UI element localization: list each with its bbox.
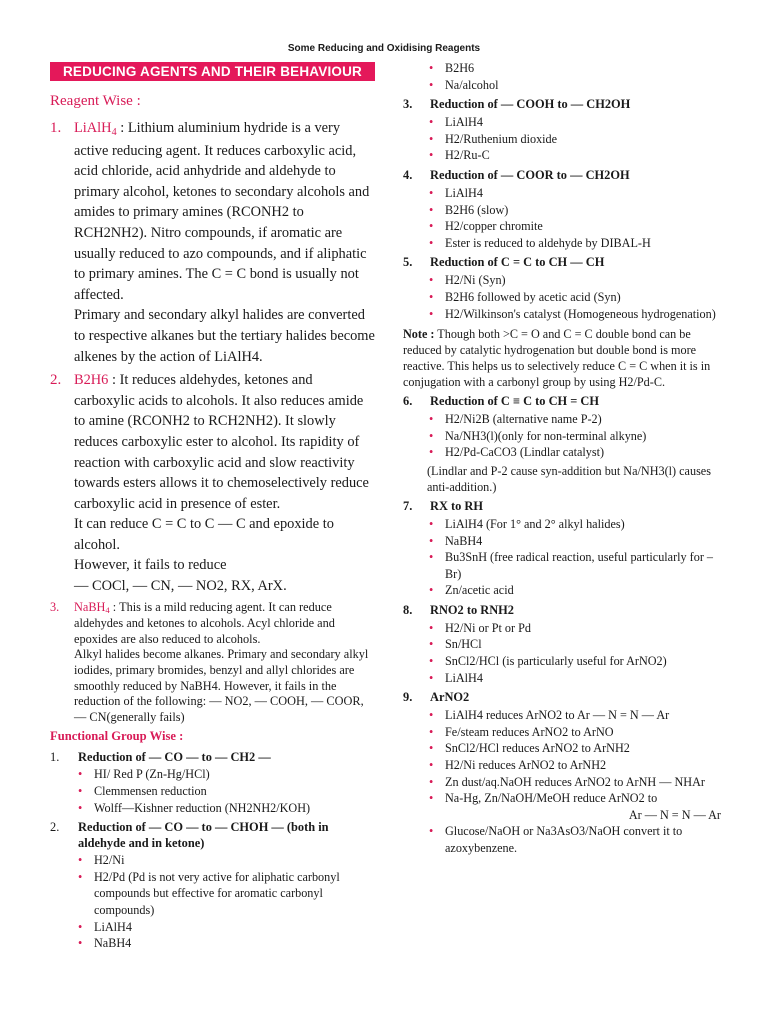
bullet-list xyxy=(50,852,375,952)
bullet-list xyxy=(403,707,725,856)
list-item: • HI/ Red P (Zn-Hg/HCl) xyxy=(94,766,375,783)
list-item: • H2/Ni reduces ArNO2 to ArNH2 xyxy=(445,757,725,774)
reagent-text: : Lithium aluminium hydride is a very active reducing agent. It reduces carboxylic acid, acid chloride, acid anhydride and aldehyde to primary alcohol, ketones to secondary alcohols and amides to primary amines (RCONH2 to RCH2NH2). Nitro compounds, if aromatic are usually reduced to azo compounds, and if aliphatic to primary amines. The C = C bond is usually not affected. xyxy=(74,120,370,303)
reagent-name: B2H6 xyxy=(74,372,109,389)
list-item: • LiAlH4 (For 1° and 2° alkyl halides) xyxy=(445,516,725,533)
group-heading: 6. Reduction of C ≡ C to CH = CH xyxy=(403,394,599,409)
list-item: • LiAlH4 xyxy=(445,114,725,131)
bullet-list xyxy=(50,766,375,816)
list-item: • H2/Pd-CaCO3 (Lindlar catalyst) xyxy=(445,444,725,461)
list-item: • B2H6 (slow) xyxy=(445,202,725,219)
list-item: • Wolff—Kishner reduction (NH2NH2/KOH) xyxy=(94,800,375,817)
group-heading: 5. Reduction of C = C to CH — CH xyxy=(403,255,605,270)
continuation-line: Ar — N = N — Ar xyxy=(628,807,721,822)
list-item: • Fe/steam reduces ArNO2 to ArNO xyxy=(445,724,725,741)
note-paragraph: Note : Though both >C = O and C = C double bond can be reduced by catalytic hydrogenation but double bond is more reactive. This helps us to selectively reduce C = C when it is in conjugation with a carbonyl group by using H2/Pd-C. xyxy=(403,327,711,390)
list-item: • Bu3SnH (free radical reaction, useful particularly for –Br) xyxy=(445,549,725,582)
list-item: • H2/copper chromite xyxy=(445,218,725,235)
bullet-list xyxy=(403,516,725,599)
reagent-number: 1. xyxy=(50,120,62,136)
list-item: • LiAlH4 xyxy=(94,919,375,936)
list-item: • Zn/acetic acid xyxy=(445,582,725,599)
list-item: • Glucose/NaOH or Na3AsO3/NaOH convert it to azoxybenzene. xyxy=(445,823,725,856)
bullet-list xyxy=(403,272,725,322)
list-item: • H2/Ru-C xyxy=(445,147,725,164)
bullet-list xyxy=(403,411,725,461)
right-column xyxy=(403,60,725,859)
reagent-number: 3. xyxy=(50,599,60,614)
group-heading: 8. RNO2 to RNH2 xyxy=(403,602,514,617)
list-item: • B2H6 xyxy=(445,60,725,77)
list-item: • Na-Hg, Zn/NaOH/MeOH reduce ArNO2 to Ar — N = N — Ar xyxy=(445,790,725,823)
reagent-text: : This is a mild reducing agent. It can reduce aldehydes and ketones to alcohols. Acyl chloride and epoxides are also reduced to alcohols. xyxy=(74,599,335,646)
list-item: • B2H6 followed by acetic acid (Syn) xyxy=(445,289,725,306)
list-item: • H2/Ni (Syn) xyxy=(445,272,725,289)
functional-group-heading: Functional Group Wise : xyxy=(50,729,184,744)
bullet-list xyxy=(403,620,725,686)
list-item: • NaBH4 xyxy=(445,533,725,550)
reagent-name: LiAlH$_4$ xyxy=(74,120,117,139)
reagent-text: It can reduce C = C to C — C and epoxide to alcohol. xyxy=(74,516,334,553)
group-heading: 4. Reduction of — COOR to — CH2OH xyxy=(403,167,630,182)
list-item: • LiAlH4 xyxy=(445,185,725,202)
bullet-list xyxy=(403,185,725,251)
reagent-text: — COCl, — CN, — NO2, RX, ArX. xyxy=(74,578,287,595)
group-heading: 1. Reduction of — CO — to — CH2 — xyxy=(50,750,271,765)
reagent-item xyxy=(50,600,375,726)
list-item: • Na/NH3(l)(only for non-terminal alkyne) xyxy=(445,428,725,445)
group-heading: 2. Reduction of — CO — to — CHOH — (both in aldehyde and in ketone) xyxy=(50,820,329,851)
list-item: • Clemmensen reduction xyxy=(94,783,375,800)
reagent-item xyxy=(50,118,375,367)
reagent-text: : It reduces aldehydes, ketones and carboxylic acids to alcohols. It also reduces amide to amine (RCONH2 to RCH2NH2). It slowly reduces carboxylic ester to alcohol. Its rapidity of reaction with carboxylic acid and slow reactivity towards esters allows it to chemoselectively reduce carboxylic acid in presence of ester. xyxy=(74,372,369,512)
reagent-number: 2. xyxy=(50,372,62,389)
list-item: • H2/Ni2B (alternative name P-2) xyxy=(445,411,725,428)
reagent-name: NaBH$_4$ xyxy=(74,599,110,616)
section-banner: REDUCING AGENTS AND THEIR BEHAVIOUR xyxy=(50,62,375,81)
group-heading: 7. RX to RH xyxy=(403,498,483,513)
list-item: • H2/Ni or Pt or Pd xyxy=(445,620,725,637)
group-heading: 3. Reduction of — COOH to — CH2OH xyxy=(403,97,631,112)
page-title: Some Reducing and Oxidising Reagents xyxy=(287,43,481,54)
list-item: • NaBH4 xyxy=(94,935,375,952)
group-heading: 9. ArNO2 xyxy=(403,690,470,705)
reagent-wise-heading: Reagent Wise : xyxy=(50,93,141,109)
list-item: • LiAlH4 reduces ArNO2 to Ar — N = N — Ar xyxy=(445,707,725,724)
list-item: • Zn dust/aq.NaOH reduces ArNO2 to ArNH — NHAr xyxy=(445,774,725,791)
list-item: • H2/Pd (Pd is not very active for aliphatic carbonyl compounds but effective for aromatic carbonyl compounds) xyxy=(94,869,375,919)
left-column xyxy=(50,60,375,954)
parenthetical-note: (Lindlar and P-2 cause syn-addition but Na/NH3(l) causes anti-addition.) xyxy=(427,463,711,494)
list-item: • H2/Wilkinson's catalyst (Homogeneous hydrogenation) xyxy=(445,306,725,323)
list-item: • Sn/HCl xyxy=(445,636,725,653)
list-item: • SnCl2/HCl reduces ArNO2 to ArNH2 xyxy=(445,740,725,757)
list-item: • H2/Ni xyxy=(94,852,375,869)
reagent-item xyxy=(50,370,375,597)
reagent-text: Alkyl halides become alkanes. Primary and secondary alkyl iodides, primary bromides, benzyl and allyl chlorides are smoothly reduced by NaBH4. However, it fails in the reduction of the following: — NO2, — COOH, — COOR, — CN(generally fails) xyxy=(74,647,369,724)
list-item: • Ester is reduced to aldehyde by DIBAL-H xyxy=(445,235,725,252)
bullet-list xyxy=(403,60,725,93)
reagent-text: However, it fails to reduce xyxy=(74,557,227,574)
list-item: • LiAlH4 xyxy=(445,670,725,687)
list-item: • Na/alcohol xyxy=(445,77,725,94)
reagent-text: Primary and secondary alkyl halides are converted to respective alkanes but the tertiary halides become alkenes by the action of LiAlH4. xyxy=(74,307,375,365)
list-item: • H2/Ruthenium dioxide xyxy=(445,131,725,148)
list-item: • SnCl2/HCl (is particularly useful for ArNO2) xyxy=(445,653,725,670)
bullet-list xyxy=(403,114,725,164)
